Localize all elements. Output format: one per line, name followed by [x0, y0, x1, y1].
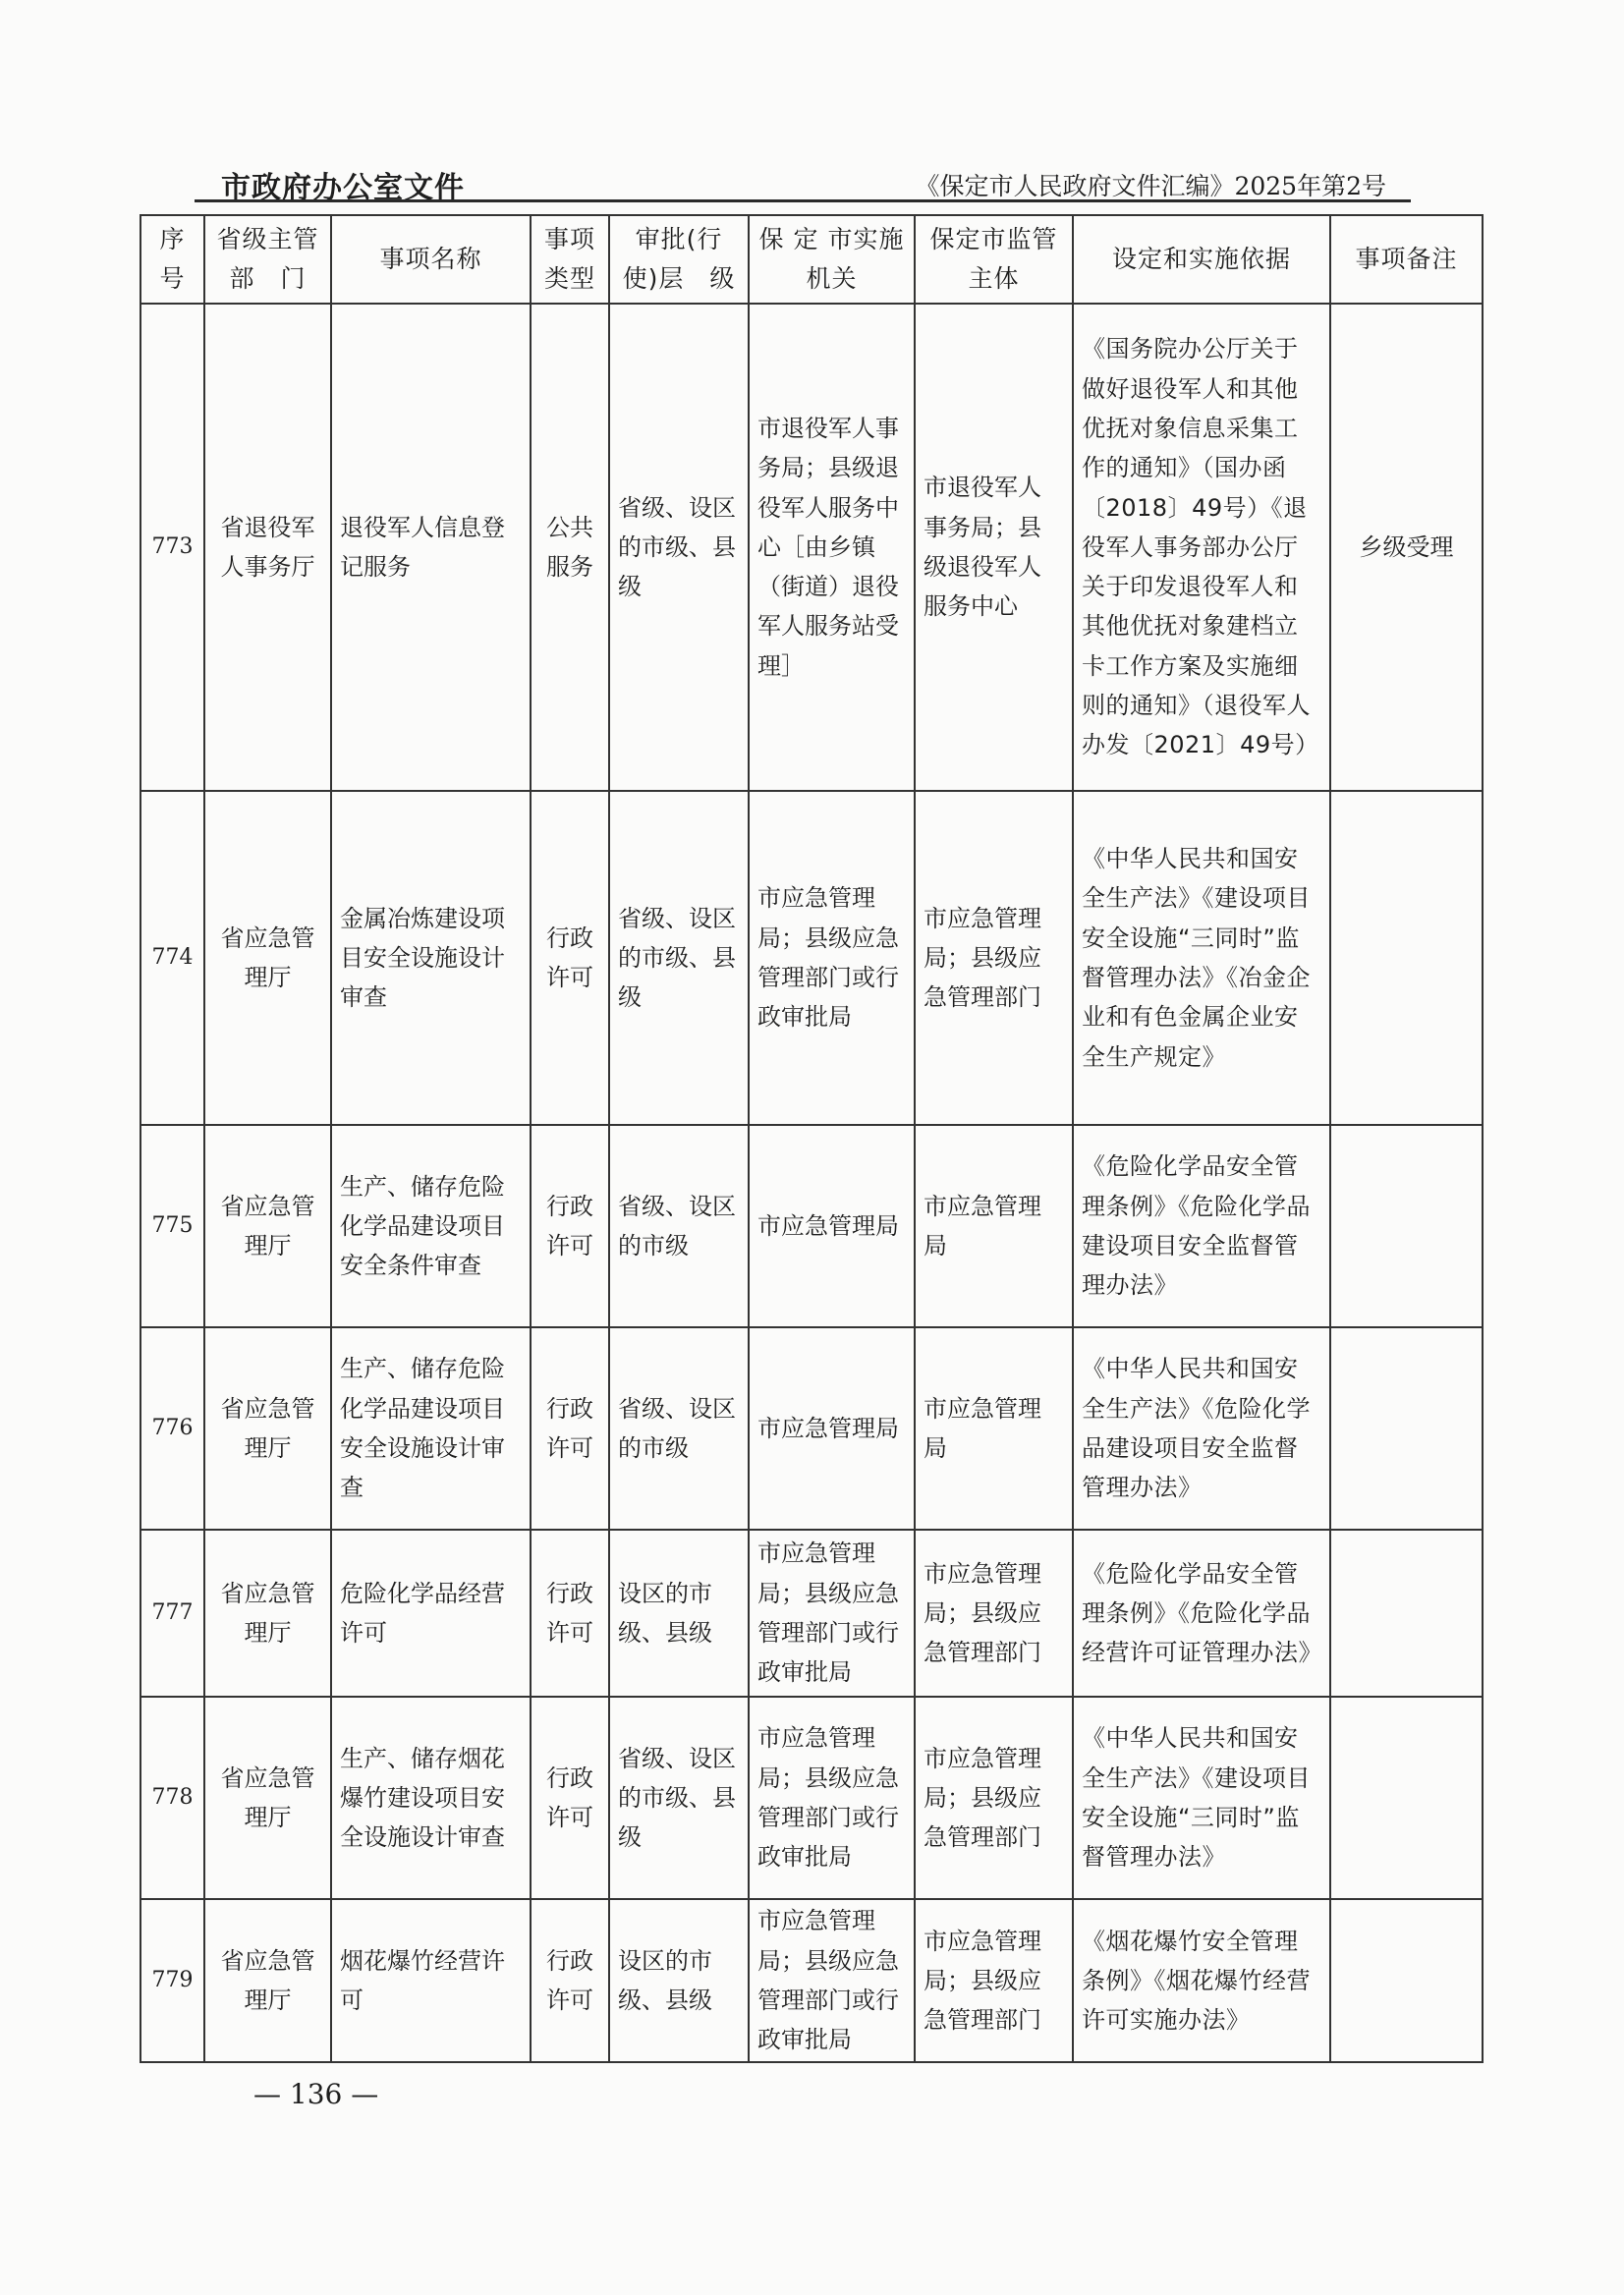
column-header-supervisor: 保定市监管主体: [915, 215, 1073, 304]
cell-note: [1330, 1530, 1483, 1697]
cell-supervisor: 市应急管理局；县级应急管理部门: [915, 1697, 1073, 1899]
cell-agency: 市应急管理局；县级应急管理部门或行政审批局: [749, 791, 915, 1125]
cell-supervisor: 市应急管理局: [915, 1327, 1073, 1530]
cell-dept: 省应急管理厅: [204, 1530, 331, 1697]
header-divider: [195, 199, 1411, 202]
cell-seq: 779: [140, 1899, 204, 2062]
cell-level: 设区的市级、县级: [609, 1899, 749, 2062]
cell-supervisor: 市退役军人事务局；县级退役军人服务中心: [915, 304, 1073, 791]
cell-level: 省级、设区的市级、县级: [609, 1697, 749, 1899]
table-row: [140, 1327, 1483, 1530]
column-header-note: 事项备注: [1330, 215, 1483, 304]
cell-dept: 省应急管理厅: [204, 1125, 331, 1327]
cell-note: [1330, 1125, 1483, 1327]
cell-type: 行政许可: [531, 1899, 609, 2062]
column-header-agency: 保 定 市实施机关: [749, 215, 915, 304]
column-header-name: 事项名称: [331, 215, 531, 304]
cell-name: 危险化学品经营许可: [331, 1530, 531, 1697]
table-row: [140, 1697, 1483, 1899]
column-header-type: 事项类型: [531, 215, 609, 304]
cell-seq: 776: [140, 1327, 204, 1530]
cell-seq: 778: [140, 1697, 204, 1899]
cell-basis: 《烟花爆竹安全管理条例》《烟花爆竹经营许可实施办法》: [1073, 1899, 1330, 2062]
cell-dept: 省应急管理厅: [204, 791, 331, 1125]
cell-dept: 省应急管理厅: [204, 1899, 331, 2062]
cell-basis: 《危险化学品安全管理条例》《危险化学品经营许可证管理办法》: [1073, 1530, 1330, 1697]
cell-seq: 773: [140, 304, 204, 791]
column-header-dept: 省级主管部 门: [204, 215, 331, 304]
cell-type: 行政许可: [531, 1697, 609, 1899]
table-header-row: [140, 215, 1483, 304]
cell-agency: 市应急管理局；县级应急管理部门或行政审批局: [749, 1530, 915, 1697]
cell-seq: 774: [140, 791, 204, 1125]
cell-level: 省级、设区的市级: [609, 1327, 749, 1530]
cell-type: 行政许可: [531, 1530, 609, 1697]
cell-agency: 市应急管理局: [749, 1125, 915, 1327]
cell-supervisor: 市应急管理局: [915, 1125, 1073, 1327]
cell-dept: 省应急管理厅: [204, 1327, 331, 1530]
cell-dept: 省应急管理厅: [204, 1697, 331, 1899]
cell-name: 退役军人信息登记服务: [331, 304, 531, 791]
cell-basis: 《中华人民共和国安全生产法》《建设项目安全设施“三同时”监督管理办法》《冶金企业和有色金属企业安全生产规定》: [1073, 791, 1330, 1125]
column-header-seq: 序号: [140, 215, 204, 304]
document-series-title: 市政府办公室文件: [221, 171, 465, 205]
cell-supervisor: 市应急管理局；县级应急管理部门: [915, 1899, 1073, 2062]
cell-supervisor: 市应急管理局；县级应急管理部门: [915, 1530, 1073, 1697]
cell-note: [1330, 1327, 1483, 1530]
cell-level: 省级、设区的市级、县级: [609, 791, 749, 1125]
table-row: [140, 791, 1483, 1125]
table-row: [140, 1899, 1483, 2062]
table-row: [140, 1125, 1483, 1327]
cell-agency: 市退役军人事务局；县级退役军人服务中心［由乡镇（街道）退役军人服务站受理］: [749, 304, 915, 791]
cell-name: 烟花爆竹经营许可: [331, 1899, 531, 2062]
cell-note: [1330, 1899, 1483, 2062]
page-number: — 136 —: [253, 2078, 379, 2110]
cell-seq: 777: [140, 1530, 204, 1697]
cell-name: 生产、储存烟花爆竹建设项目安全设施设计审查: [331, 1697, 531, 1899]
column-header-level: 审批(行使)层 级: [609, 215, 749, 304]
items-table: [140, 214, 1484, 2063]
cell-agency: 市应急管理局；县级应急管理部门或行政审批局: [749, 1697, 915, 1899]
cell-note: 乡级受理: [1330, 304, 1483, 791]
publication-issue-title: 《保定市人民政府文件汇编》2025年第2号: [915, 172, 1386, 200]
cell-dept: 省退役军人事务厅: [204, 304, 331, 791]
table-row: [140, 1530, 1483, 1697]
cell-basis: 《国务院办公厅关于做好退役军人和其他优抚对象信息采集工作的通知》（国办函〔2018〕49号）《退役军人事务部办公厅关于印发退役军人和其他优抚对象建档立卡工作方案及实施细则的通知》（退役军人办发〔2021〕49号）: [1073, 304, 1330, 791]
cell-agency: 市应急管理局: [749, 1327, 915, 1530]
cell-type: 公共服务: [531, 304, 609, 791]
cell-seq: 775: [140, 1125, 204, 1327]
cell-basis: 《中华人民共和国安全生产法》《建设项目安全设施“三同时”监督管理办法》: [1073, 1697, 1330, 1899]
cell-basis: 《危险化学品安全管理条例》《危险化学品建设项目安全监督管理办法》: [1073, 1125, 1330, 1327]
cell-name: 金属冶炼建设项目安全设施设计审查: [331, 791, 531, 1125]
cell-type: 行政许可: [531, 1125, 609, 1327]
cell-level: 省级、设区的市级、县级: [609, 304, 749, 791]
cell-type: 行政许可: [531, 791, 609, 1125]
cell-note: [1330, 1697, 1483, 1899]
column-header-basis: 设定和实施依据: [1073, 215, 1330, 304]
cell-type: 行政许可: [531, 1327, 609, 1530]
cell-name: 生产、储存危险化学品建设项目安全条件审查: [331, 1125, 531, 1327]
cell-agency: 市应急管理局；县级应急管理部门或行政审批局: [749, 1899, 915, 2062]
cell-supervisor: 市应急管理局；县级应急管理部门: [915, 791, 1073, 1125]
cell-basis: 《中华人民共和国安全生产法》《危险化学品建设项目安全监督管理办法》: [1073, 1327, 1330, 1530]
cell-name: 生产、储存危险化学品建设项目安全设施设计审查: [331, 1327, 531, 1530]
cell-note: [1330, 791, 1483, 1125]
cell-level: 设区的市级、县级: [609, 1530, 749, 1697]
table-row: [140, 304, 1483, 791]
cell-level: 省级、设区的市级: [609, 1125, 749, 1327]
